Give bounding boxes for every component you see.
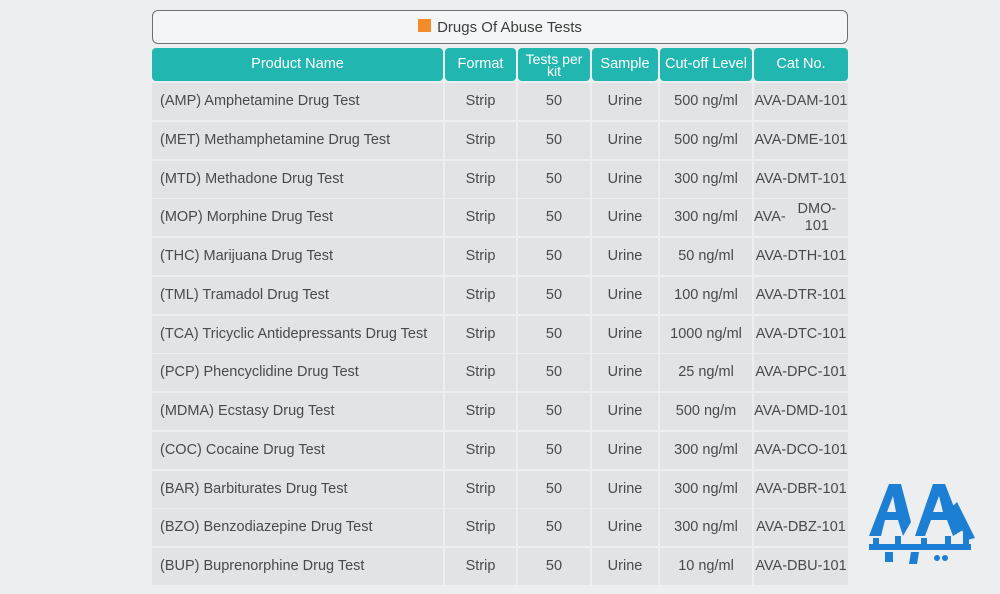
table-row bbox=[152, 393, 848, 430]
cell-product-name: (THC) Marijuana Drug Test bbox=[152, 238, 443, 275]
cell-sample: Urine bbox=[592, 471, 658, 508]
cell-product-name: (TCA) Tricyclic Antidepressants Drug Test bbox=[152, 316, 443, 353]
cell-product-name: (MOP) Morphine Drug Test bbox=[152, 199, 443, 236]
cell-cat-no: AVA- DTH-101 bbox=[754, 238, 848, 275]
cell-cutoff-level: 300 ng/ml bbox=[660, 432, 752, 469]
cell-format: Strip bbox=[445, 199, 516, 236]
cell-cat-no: AVA- DBR-101 bbox=[754, 471, 848, 508]
table-row bbox=[152, 354, 848, 391]
header-tests-per-kit: Tests per kit bbox=[518, 48, 590, 81]
table-body bbox=[152, 83, 848, 585]
cell-product-name: (BZO) Benzodiazepine Drug Test bbox=[152, 509, 443, 546]
cell-format: Strip bbox=[445, 432, 516, 469]
cell-format: Strip bbox=[445, 393, 516, 430]
cell-product-name: (AMP) Amphetamine Drug Test bbox=[152, 83, 443, 120]
cell-cat-no: AVA- DTC-101 bbox=[754, 316, 848, 353]
cell-tests-per-kit: 50 bbox=[518, 471, 590, 508]
cell-cutoff-level: 500 ng/ml bbox=[660, 122, 752, 159]
cell-sample: Urine bbox=[592, 509, 658, 546]
cell-format: Strip bbox=[445, 548, 516, 585]
cell-format: Strip bbox=[445, 277, 516, 314]
cell-tests-per-kit: 50 bbox=[518, 509, 590, 546]
cell-product-name: (PCP) Phencyclidine Drug Test bbox=[152, 354, 443, 391]
table-title-bar bbox=[152, 10, 848, 44]
table-row bbox=[152, 277, 848, 314]
cell-cutoff-level: 100 ng/ml bbox=[660, 277, 752, 314]
header-cutoff-level: Cut-off Level bbox=[660, 48, 752, 81]
cell-cat-no: AVA-DTR-101 bbox=[754, 277, 848, 314]
cell-sample: Urine bbox=[592, 354, 658, 391]
table-row bbox=[152, 238, 848, 275]
table-row bbox=[152, 432, 848, 469]
cell-cutoff-level: 300 ng/ml bbox=[660, 509, 752, 546]
cell-product-name: (MET) Methamphetamine Drug Test bbox=[152, 122, 443, 159]
cell-tests-per-kit: 50 bbox=[518, 393, 590, 430]
table-row bbox=[152, 83, 848, 120]
cell-tests-per-kit: 50 bbox=[518, 316, 590, 353]
cell-tests-per-kit: 50 bbox=[518, 277, 590, 314]
cell-tests-per-kit: 50 bbox=[518, 354, 590, 391]
orange-square-icon bbox=[418, 19, 431, 32]
header-product-name: Product Name bbox=[152, 48, 443, 81]
product-table bbox=[152, 48, 848, 587]
header-cat-no: Cat No. bbox=[754, 48, 848, 81]
table-row bbox=[152, 509, 848, 546]
cell-format: Strip bbox=[445, 161, 516, 198]
cell-tests-per-kit: 50 bbox=[518, 548, 590, 585]
cell-format: Strip bbox=[445, 509, 516, 546]
cell-cutoff-level: 1000 ng/ml bbox=[660, 316, 752, 353]
cell-format: Strip bbox=[445, 316, 516, 353]
cell-cutoff-level: 300 ng/ml bbox=[660, 471, 752, 508]
cell-product-name: (BUP) Buprenorphine Drug Test bbox=[152, 548, 443, 585]
cell-sample: Urine bbox=[592, 432, 658, 469]
cell-tests-per-kit: 50 bbox=[518, 432, 590, 469]
cell-format: Strip bbox=[445, 471, 516, 508]
cell-tests-per-kit: 50 bbox=[518, 161, 590, 198]
cell-sample: Urine bbox=[592, 277, 658, 314]
cell-cat-no: AVA- DBZ-101 bbox=[754, 509, 848, 546]
cell-tests-per-kit: 50 bbox=[518, 238, 590, 275]
cell-format: Strip bbox=[445, 238, 516, 275]
cell-cat-no: AVA- DCO-101 bbox=[754, 432, 848, 469]
cell-product-name: (MTD) Methadone Drug Test bbox=[152, 161, 443, 198]
header-format: Format bbox=[445, 48, 516, 81]
cell-product-name: (TML) Tramadol Drug Test bbox=[152, 277, 443, 314]
table-header-row bbox=[152, 48, 848, 81]
cell-sample: Urine bbox=[592, 316, 658, 353]
cell-product-name: (BAR) Barbiturates Drug Test bbox=[152, 471, 443, 508]
cell-cat-no: AVA- DPC-101 bbox=[754, 354, 848, 391]
cell-sample: Urine bbox=[592, 122, 658, 159]
cell-cat-no: AVA- DMT-101 bbox=[754, 161, 848, 198]
table-row bbox=[152, 548, 848, 585]
cell-format: Strip bbox=[445, 122, 516, 159]
cell-cat-no: AVA- DMO-101 bbox=[754, 199, 848, 236]
cell-sample: Urine bbox=[592, 83, 658, 120]
table-row bbox=[152, 199, 848, 236]
table-row bbox=[152, 471, 848, 508]
cell-sample: Urine bbox=[592, 238, 658, 275]
cell-cutoff-level: 300 ng/ml bbox=[660, 199, 752, 236]
cell-format: Strip bbox=[445, 83, 516, 120]
header-sample: Sample bbox=[592, 48, 658, 81]
cell-sample: Urine bbox=[592, 199, 658, 236]
cell-tests-per-kit: 50 bbox=[518, 122, 590, 159]
cell-cat-no: AVA- DME-101 bbox=[754, 122, 848, 159]
cell-format: Strip bbox=[445, 354, 516, 391]
cell-tests-per-kit: 50 bbox=[518, 199, 590, 236]
cell-cat-no: AVA- DMD-101 bbox=[754, 393, 848, 430]
cell-cutoff-level: 500 ng/ml bbox=[660, 83, 752, 120]
table-row bbox=[152, 122, 848, 159]
ava-pezeshk-logo bbox=[867, 482, 977, 566]
cell-cutoff-level: 25 ng/ml bbox=[660, 354, 752, 391]
cell-cat-no: AVA- DBU-101 bbox=[754, 548, 848, 585]
cell-sample: Urine bbox=[592, 548, 658, 585]
cell-tests-per-kit: 50 bbox=[518, 83, 590, 120]
cell-cat-no: AVA- DAM-101 bbox=[754, 83, 848, 120]
table-title: Drugs Of Abuse Tests bbox=[437, 18, 582, 36]
cell-product-name: (MDMA) Ecstasy Drug Test bbox=[152, 393, 443, 430]
table-row bbox=[152, 161, 848, 198]
cell-cutoff-level: 500 ng/m bbox=[660, 393, 752, 430]
table-row bbox=[152, 316, 848, 353]
cell-product-name: (COC) Cocaine Drug Test bbox=[152, 432, 443, 469]
cell-sample: Urine bbox=[592, 393, 658, 430]
cell-cutoff-level: 50 ng/ml bbox=[660, 238, 752, 275]
cell-cutoff-level: 10 ng/ml bbox=[660, 548, 752, 585]
cell-sample: Urine bbox=[592, 161, 658, 198]
cell-cutoff-level: 300 ng/ml bbox=[660, 161, 752, 198]
